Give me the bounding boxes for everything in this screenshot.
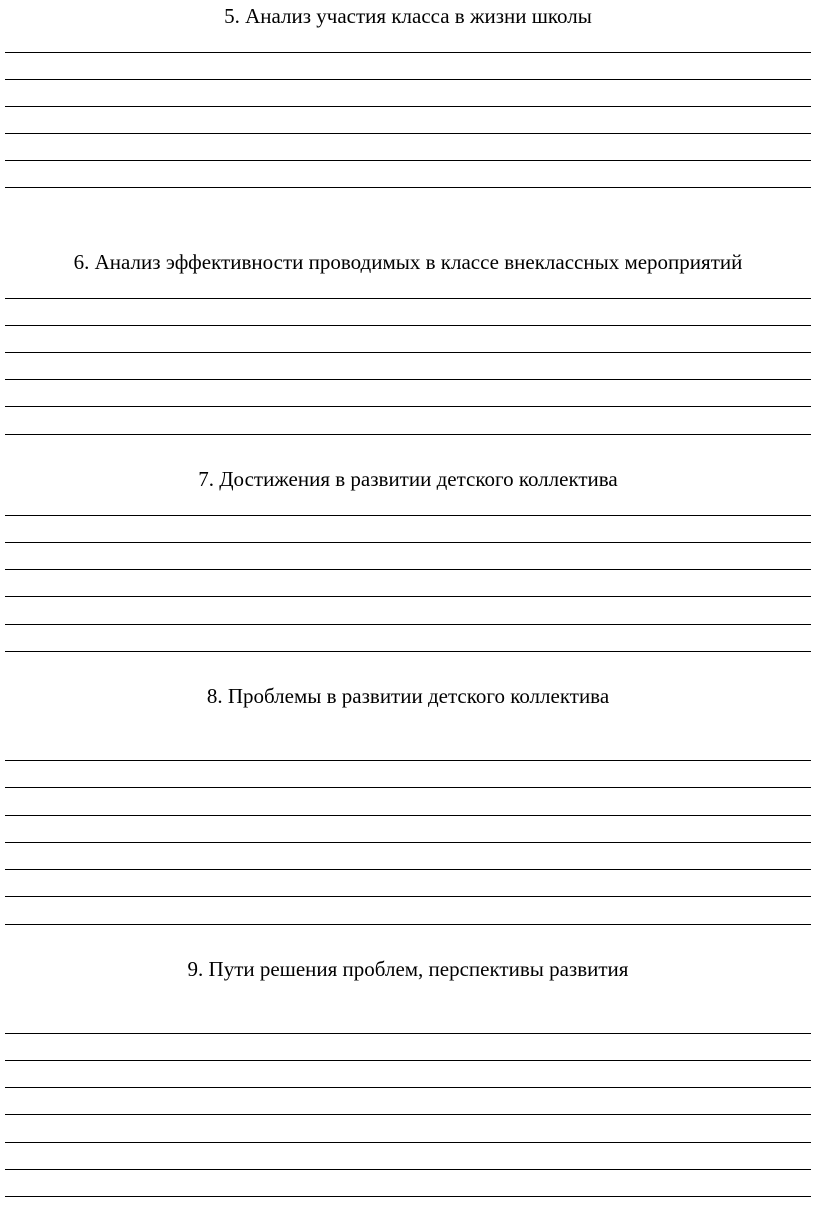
answer-line — [5, 298, 811, 299]
answer-line — [5, 1196, 811, 1197]
answer-line — [5, 1169, 811, 1170]
answer-line — [5, 787, 811, 788]
answer-line — [5, 325, 811, 326]
answer-line — [5, 1114, 811, 1115]
answer-line — [5, 1087, 811, 1088]
answer-line — [5, 760, 811, 761]
answer-line — [5, 1033, 811, 1034]
answer-line — [5, 869, 811, 870]
answer-line — [5, 815, 811, 816]
section-9-heading: 9. Пути решения проблем, перспективы развития — [187, 957, 629, 981]
section-6-heading: 6. Анализ эффективности проводимых в классе внеклассных мероприятий — [73, 250, 743, 274]
answer-line — [5, 596, 811, 597]
answer-line — [5, 569, 811, 570]
answer-line — [5, 106, 811, 107]
answer-line — [5, 52, 811, 53]
answer-line — [5, 434, 811, 435]
answer-line — [5, 651, 811, 652]
answer-line — [5, 352, 811, 353]
section-7-heading: 7. Достижения в развитии детского коллектива — [198, 467, 618, 491]
answer-line — [5, 896, 811, 897]
answer-line — [5, 515, 811, 516]
answer-line — [5, 79, 811, 80]
answer-line — [5, 1142, 811, 1143]
section-5-heading: 5. Анализ участия класса в жизни школы — [224, 4, 592, 28]
answer-line — [5, 842, 811, 843]
answer-line — [5, 542, 811, 543]
answer-line — [5, 924, 811, 925]
answer-line — [5, 379, 811, 380]
answer-line — [5, 160, 811, 161]
answer-line — [5, 406, 811, 407]
section-8-heading: 8. Проблемы в развитии детского коллектива — [206, 684, 610, 708]
answer-line — [5, 187, 811, 188]
answer-line — [5, 133, 811, 134]
answer-line — [5, 1060, 811, 1061]
answer-line — [5, 624, 811, 625]
